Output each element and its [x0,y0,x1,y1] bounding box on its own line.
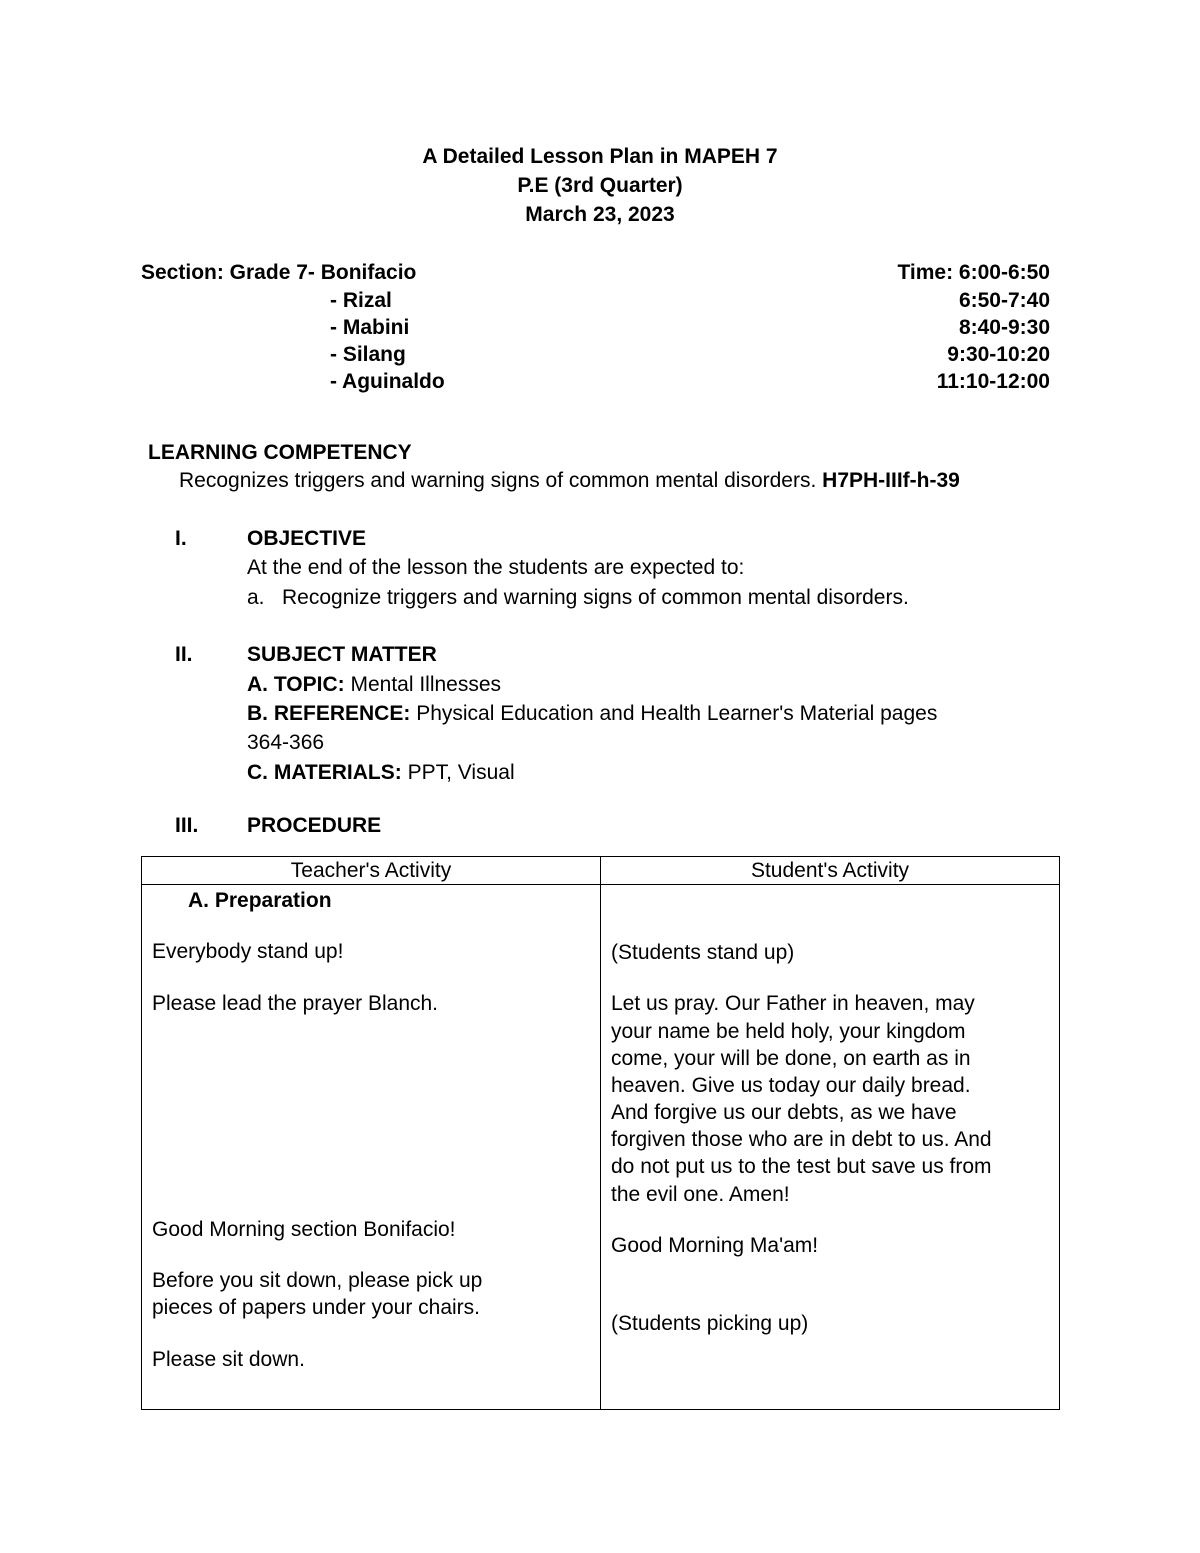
time-item: 6:50-7:40 [958,289,1050,312]
prayer-line: forgiven those who are in debt to us. And [611,1128,992,1151]
student-activity-header: Student's Activity [601,857,1060,885]
competency-description: Recognizes triggers and warning signs of common mental disorders. [179,469,817,492]
teacher-activity-cell [142,885,601,1410]
student-line: (Students picking up) [611,1312,809,1335]
materials-label: C. MATERIALS: [247,761,402,784]
teacher-line: Everybody stand up! [152,940,344,963]
topic-label: A. TOPIC: [247,673,345,696]
subject-materials [247,762,515,783]
procedure-numeral: III. [175,814,199,837]
teacher-line: pieces of papers under your chairs. [152,1296,481,1319]
section-item: - Silang [330,343,406,366]
reference-label: B. REFERENCE: [247,702,411,725]
objective-numeral: I. [175,527,187,550]
reference-value-cont: 364-366 [247,731,325,754]
reference-value: Physical Education and Health Learner's Material pages [416,702,938,725]
time-item: 11:10-12:00 [936,370,1050,393]
subject-topic [247,674,501,695]
time-item: 9:30-10:20 [947,343,1050,366]
procedure-table [141,856,1060,1410]
student-activity-cell [601,885,1060,1410]
prayer-line: come, your will be done, on earth as in [611,1047,971,1070]
objective-item: Recognize triggers and warning signs of common mental disorders. [282,586,909,609]
document-subtitle: P.E (3rd Quarter) [517,174,683,197]
section-item: - Mabini [330,316,410,339]
section-item: - Rizal [330,289,392,312]
teacher-line: Please sit down. [152,1348,305,1371]
teacher-line: Please lead the prayer Blanch. [152,992,439,1015]
competency-heading: LEARNING COMPETENCY [148,441,412,464]
materials-value: PPT, Visual [407,761,515,784]
competency-text [179,470,960,491]
section-item: - Aguinaldo [330,370,445,393]
subject-numeral: II. [175,643,193,666]
prayer-line: do not put us to the test but save us from [611,1155,992,1178]
procedure-heading: PROCEDURE [247,814,382,837]
table-row [142,885,1060,1410]
document-date: March 23, 2023 [525,203,675,226]
prayer-line: the evil one. Amen! [611,1183,790,1206]
section-label: Section: Grade 7- Bonifacio [141,261,417,284]
prayer-line: And forgive us our debts, as we have [611,1101,957,1124]
subject-heading: SUBJECT MATTER [247,643,437,666]
teacher-line: Before you sit down, please pick up [152,1269,483,1292]
prayer-line: your name be held holy, your kingdom [611,1020,966,1043]
objective-item-marker: a. [247,586,265,609]
topic-value: Mental Illnesses [350,673,502,696]
objective-heading: OBJECTIVE [247,527,367,550]
prayer-line: Let us pray. Our Father in heaven, may [611,992,975,1015]
teacher-activity-header: Teacher's Activity [142,857,601,885]
preparation-heading: A. Preparation [188,889,332,912]
time-item: 8:40-9:30 [958,316,1050,339]
student-line: (Students stand up) [611,941,795,964]
time-label: Time: 6:00-6:50 [897,261,1050,284]
table-header-row [142,857,1060,885]
subject-reference [247,703,937,724]
document-title: A Detailed Lesson Plan in MAPEH 7 [422,145,778,168]
objective-intro: At the end of the lesson the students are expected to: [247,556,745,579]
prayer-line: heaven. Give us today our daily bread. [611,1074,971,1097]
teacher-line: Good Morning section Bonifacio! [152,1218,456,1241]
competency-code: H7PH-IIIf-h-39 [822,469,960,492]
student-line: Good Morning Ma'am! [611,1234,819,1257]
